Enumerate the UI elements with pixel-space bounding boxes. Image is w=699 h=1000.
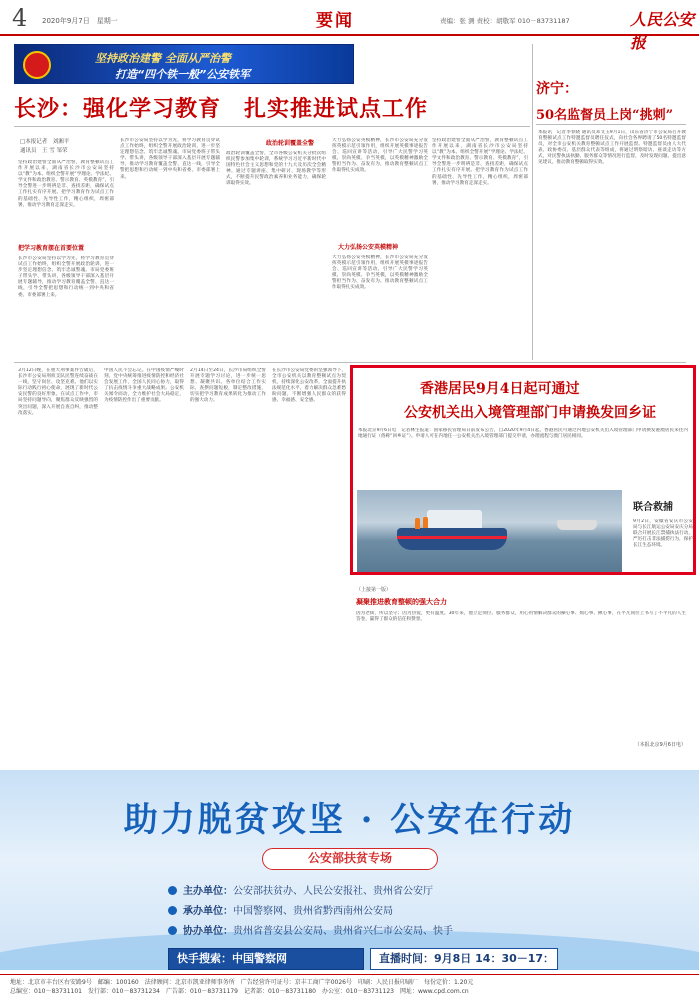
hk-body-text: 本报北京9月6日电 记者林生报道：国家移民管理局日前发布公告，自2020年9月4日起，香港居民可通过内地公安机关出入境管理部门申请换发港澳居民来往内地通行证（俗称“回乡证”）。申请人可在内地任一公安机关出入境管理部门提交申请，办理流程与澳门居民相同。 <box>358 428 688 440</box>
hk-headline-2: 公安机关出入境管理部门申请换发回乡证 <box>404 405 656 421</box>
organizer-value: 中国警察网、贵州省黔西南州公安局 <box>233 906 393 917</box>
promo-co-line <box>168 922 453 937</box>
mid-body-4: 在长沙市公安局党委的坚强领导下，全市公安机关以教育整顿试点为契机，持续深化公安改革，全面提升执法规范化水平，着力解决群众急难愁盼问题，不断增强人民群众的获得感、幸福感、安全感。 <box>272 368 346 404</box>
emblem-icon <box>23 51 51 79</box>
mid-body-1: 3月12日晚，在重大刑事案件告破后，长沙市公安局刑侦支队民警连续奋战在一线，坚守岗位、攻坚克难。他们以实际行动践行初心使命，展现了新时代公安民警的良好形象。在试点工作中，市局坚持问题导向，聚焦群众反映强烈的突出问题，深入开展自查自纠，推动整改落实。 <box>18 368 98 416</box>
newspaper-logo: 人民公安报 <box>630 10 695 52</box>
lower-subhead: 凝聚推进教育整顿的强大合力 <box>356 598 447 606</box>
lead-col-2 <box>120 138 220 360</box>
officer-figure-icon <box>423 517 428 528</box>
promo-title: 助力脱贫攻坚 · 公安在行动 <box>123 800 576 840</box>
boat-cabin <box>427 510 482 530</box>
caption-box <box>633 498 693 581</box>
banner-line-1: 坚持政治建警 全面从严治警 <box>95 52 231 65</box>
bullet-icon <box>168 926 177 935</box>
promo-host-line <box>168 882 433 897</box>
column-divider <box>532 44 533 360</box>
caption-body: 9月2日，安徽省安庆市公安局与长江航运公安局安庆分局联合开展长江禁捕执法行动，严厉打击非法捕捞行为，保护长江生态环境。 <box>633 519 693 549</box>
footer-line-1: 地址：北京市丰台区右安路9号 邮编：100160 法律顾问：北京市凯亚律师事务所 广告经营许可证号：京丰工商广字0026号 印刷：人民日报印刷厂 每份定价：1.20元 <box>10 979 474 986</box>
distant-boat-icon <box>557 520 597 530</box>
bullet-icon <box>168 906 177 915</box>
side-body-text: 本报讯 记者李春晓 通讯员邓文玉9月1日，山东省济宁市公安局召开教育整顿试点工作特邀监督员聘任仪式，向社会各界聘请了50名特邀监督员，对全市公安机关教育整顿试点工作开展监督。特邀监督员由人大代表、政协委员、基层群众代表等组成，将通过明察暗访、座谈走访等方式，对民警执法执勤、服务群众等情况进行监督，及时发现问题、提出意见建议，推动教育整顿取得实效。 <box>538 130 686 166</box>
editor-info: 责编：张 测 责校：胡敬军 010－83731187 <box>440 17 570 25</box>
co-value: 贵州省普安县公安局、贵州省兴仁市公安局、快手 <box>233 926 453 937</box>
lead-col-1 <box>18 160 114 360</box>
lead-subhead-1: 把学习教育摆在首要位置 <box>18 245 85 252</box>
promo-banner <box>0 770 699 970</box>
lead-col-3 <box>226 138 326 360</box>
footer-line-2: 总编室：010－83731101 发行部：010－83731234 广告部：010－83731179 记者部：010－83731180 办公室：010－83731123 网址：www.cpd.com.cn <box>10 988 469 995</box>
page-number: 4 <box>12 4 28 32</box>
lead-col-5 <box>432 138 528 360</box>
side-headline-1: 济宁： <box>536 81 578 97</box>
mid-body-3: 2月14日至24日，长沙市局组织全警开展专题学习讨论，进一步统一思想、凝聚共识。各单位结合工作实际，查摆问题短板，制定整改措施，切实把学习教育成果转化为推动工作的强大动力。 <box>190 368 266 404</box>
mid-col-3 <box>190 368 266 760</box>
divider <box>14 362 686 363</box>
hk-headline-1: 香港居民9月4日起可通过 <box>420 381 580 397</box>
lead-body-5: 坚持政治建警全面从严治警，教育整顿试点工作开展以来，湖南省长沙市公安局坚持以“教”为本、组织全警开展“学理论、学法纪、学文件和政治教育、警示教育、英模教育”，引导全警进一步明辨是非、查找差距，确保试点工作扎实有序开展。把学习教育作为试点工作的基础性、先导性工作，精心组织，周密部署，推动学习教育走深走实。 <box>432 138 528 186</box>
banner-line-2: 打造“四个铁一般”公安铁军 <box>115 68 251 81</box>
page-header <box>0 0 699 52</box>
lower-label: （上接第一版） <box>356 587 392 593</box>
divider <box>536 124 686 125</box>
lead-byline <box>20 138 110 156</box>
lead-body-4b: 大力弘扬公安英模精神，长沙市公安局充分发挥英模示范引领作用，组织开展英模事迹报告会、巡回宣讲等活动，引导广大民警学习英模、崇尚英模、争当英模，以英模精神激励全警担当作为、奋发有为，推动教育整顿试点工作取得扎实成效。 <box>332 255 428 291</box>
side-story-body <box>538 130 686 358</box>
side-headline-2: 50名监督员上岗“挑刺” <box>536 108 674 123</box>
side-story-head <box>536 78 686 123</box>
co-label: 协办单位： <box>183 926 233 937</box>
lead-headline: 长沙：强化学习教育 扎实推进试点工作 <box>14 96 429 122</box>
lower-sign: （本报北京9月6日电） <box>634 742 686 748</box>
lead-body-1: 坚持政治建警全面从严治警，教育整顿试点工作开展以来，湖南省长沙市公安局坚持以“教”为本、组织全警开展“学理论、学法纪、学文件和政治教育、警示教育、英模教育”，引导全警进一步明辨是非、查找差距，确保试点工作扎实有序开展。把学习教育作为试点工作的基础性、先导性工作，精心组织，周密部署，推动学习教育走深走实。 <box>18 160 114 208</box>
lead-subhead-3: 大力弘扬公安英模精神 <box>338 244 399 251</box>
lead-subhead-2: 政治轮训覆盖全警 <box>266 140 315 147</box>
section-title: 要闻 <box>316 11 354 31</box>
live-time-label: 直播时间：9月8日 14：30－17： <box>370 948 558 970</box>
issue-date: 2020年9月7日 星期一 <box>42 17 118 25</box>
mid-col-1 <box>18 368 98 760</box>
lead-body-3: 政治轮训覆盖全警，全市各级公安机关分批次组织民警参加集中轮训，系统学习习近平新时代中国特色社会主义思想和党的十九大及历次全会精神。通过专题讲座、集中研讨、现场教学等形式，不断提升民警政治素养和业务能力，确保轮训取得实效。 <box>226 151 326 187</box>
promo-organizer-line <box>168 902 393 917</box>
lead-body-4: 大力弘扬公安英模精神，长沙市公安局充分发挥英模示范引领作用，组织开展英模事迹报告会、巡回宣讲等活动，引导广大民警学习英模、崇尚英模、争当英模，以英模精神激励全警担当作为、奋发有为，推动教育整顿试点工作取得扎实成效。 <box>332 138 428 174</box>
hk-story-body <box>358 428 688 486</box>
page-footer <box>0 974 699 1000</box>
lead-col-4 <box>332 138 428 360</box>
search-button[interactable]: 快手搜索：中国警察网 <box>168 948 364 970</box>
news-photo <box>357 490 622 572</box>
lead-body-1b: 长沙市公安局坚持以学为先，将学习教育贯穿试点工作始终，组织全警开展政治轮训，进一步坚定理想信念、筑牢忠诚警魂。市局党委班子带头学、带头讲，各级领导干部深入基层开展专题辅导，推动学习教育覆盖全警、直达一线，引导全警把思想和行动统一到中央和省委、市委部署上来。 <box>18 256 114 298</box>
boat-stripe <box>397 536 507 539</box>
lead-body-2: 长沙市公安局坚持以学为先，将学习教育贯穿试点工作始终，组织全警开展政治轮训，进一步坚定理想信念、筑牢忠诚警魂。市局党委班子带头学、带头讲，各级领导干部深入基层开展专题辅导，推动学习教育覆盖全警、直达一线，引导全警把思想和行动统一到中央和省委、市委部署上来。 <box>120 138 220 180</box>
caption-title: 联合救捕 <box>633 502 673 513</box>
host-label: 主办单位： <box>183 886 233 897</box>
byline-text: □本报记者 刘湘平 通讯员 王 雪 邹荣 <box>20 139 70 154</box>
organizer-label: 承办单位： <box>183 906 233 917</box>
mid-col-2 <box>104 368 184 760</box>
host-value: 公安部扶贫办、人民公安报社、贵州省公安厅 <box>233 886 433 897</box>
promo-pill: 公安部扶贫专场 <box>262 848 438 870</box>
officer-figure-icon <box>415 518 420 529</box>
lower-body: 因为老街，所以坚守；因为热爱，更有温度。30年来，他立足岗位、服务群众，用心用情解决群众的操心事、烦心事、揪心事，在平凡岗位上书写了不平凡的人生答卷，赢得了群众的信任和赞誉。 <box>356 611 686 623</box>
mid-col-4 <box>272 368 346 760</box>
lower-story <box>356 586 686 762</box>
divider <box>14 126 530 127</box>
top-banner <box>14 44 354 84</box>
mid-body-2: 中国人民不会忘记。在中国疫情严峻时刻，党中央统筹推进疫情防控和经济社会发展工作，全国人民同心协力，取得了抗击疫情斗争重大战略成果。公安机关闻令而动，全力维护社会大局稳定，为疫情防控作出了重要贡献。 <box>104 368 184 404</box>
patrol-boat-icon <box>397 528 507 550</box>
bullet-icon <box>168 886 177 895</box>
